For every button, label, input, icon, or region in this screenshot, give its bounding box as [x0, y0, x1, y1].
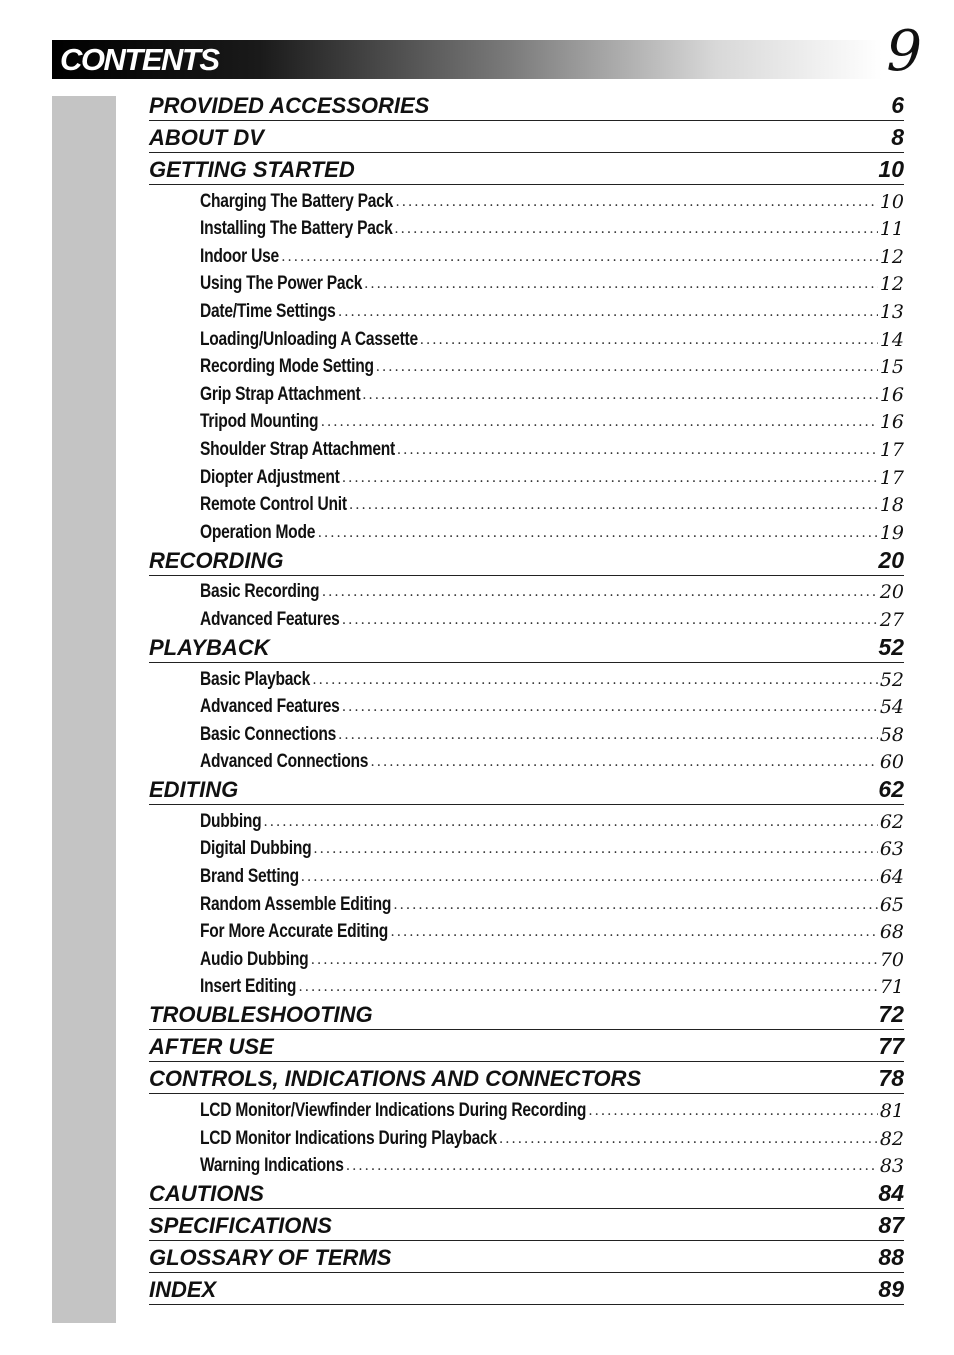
entry-page-number: 17: [879, 438, 904, 461]
toc-section[interactable]: [149, 998, 904, 1030]
section-title: CONTROLS, INDICATIONS AND CONNECTORS: [149, 1066, 642, 1092]
entry-label: LCD Monitor/Viewfinder Indications During Recording: [200, 1100, 587, 1122]
section-page-number: 84: [878, 1180, 904, 1207]
page-title: CONTENTS: [60, 42, 219, 77]
entry-label: Advanced Features: [200, 696, 340, 718]
entry-label: Installing The Battery Pack: [200, 218, 393, 240]
entry-label: Using The Power Pack: [200, 273, 363, 295]
entry-page-number: 83: [879, 1155, 904, 1178]
dot-leader: [298, 976, 878, 998]
section-page-number: 8: [891, 124, 904, 150]
toc-section[interactable]: [149, 121, 904, 153]
section-page-number: 10: [878, 156, 904, 182]
section-title: EDITING: [149, 777, 239, 803]
toc-entry[interactable]: [200, 268, 904, 296]
dot-leader: [318, 522, 878, 544]
toc-entry[interactable]: [200, 489, 904, 517]
entry-page-number: 81: [879, 1100, 904, 1123]
dot-leader: [338, 301, 878, 323]
entry-label: Date/Time Settings: [200, 300, 336, 322]
dot-leader: [397, 439, 878, 461]
section-page-number: 87: [878, 1212, 904, 1239]
dot-leader: [362, 384, 878, 406]
section-title: INDEX: [149, 1277, 217, 1303]
toc-entry[interactable]: [200, 295, 904, 323]
toc-entry[interactable]: [200, 860, 904, 888]
toc-section[interactable]: [149, 631, 904, 663]
section-title: ABOUT DV: [149, 125, 264, 150]
entry-label: Diopter Adjustment: [200, 466, 340, 488]
dot-leader: [312, 669, 878, 691]
entry-label: Audio Dubbing: [200, 948, 309, 970]
entry-page-number: 12: [879, 273, 904, 296]
entry-label: Remote Control Unit: [200, 494, 347, 516]
dot-leader: [588, 1100, 878, 1122]
dot-leader: [301, 866, 878, 888]
toc-entry[interactable]: [200, 746, 904, 774]
dot-leader: [281, 246, 878, 268]
entry-label: Warning Indications: [200, 1155, 344, 1177]
toc-section[interactable]: [149, 1273, 904, 1305]
toc-entry[interactable]: [200, 1150, 904, 1178]
dot-leader: [376, 356, 878, 378]
toc-entry[interactable]: [200, 516, 904, 544]
dot-leader: [370, 751, 877, 773]
section-page-number: 78: [878, 1065, 904, 1092]
toc-entry[interactable]: [200, 805, 904, 833]
dot-leader: [395, 191, 877, 213]
toc-section[interactable]: [149, 89, 904, 121]
toc-entry-list: [149, 663, 904, 773]
entry-label: Dubbing: [200, 810, 262, 832]
entry-page-number: 20: [879, 581, 904, 604]
toc-entry[interactable]: [200, 943, 904, 971]
dot-leader: [499, 1128, 878, 1150]
entry-label: Recording Mode Setting: [200, 356, 374, 378]
section-page-number: 88: [878, 1244, 904, 1271]
toc-entry-list: [149, 1094, 904, 1177]
dot-leader: [342, 696, 878, 718]
dot-leader: [338, 724, 878, 746]
dot-leader: [390, 921, 877, 943]
toc-entry[interactable]: [200, 663, 904, 691]
dot-leader: [420, 329, 878, 351]
entry-label: Charging The Battery Pack: [200, 190, 393, 212]
entry-page-number: 52: [879, 668, 904, 691]
entry-page-number: 18: [879, 494, 904, 517]
entry-label: Grip Strap Attachment: [200, 383, 361, 405]
section-title: AFTER USE: [149, 1034, 274, 1060]
dot-leader: [321, 411, 878, 433]
section-title: SPECIFICATIONS: [149, 1213, 332, 1239]
entry-page-number: 54: [879, 696, 904, 719]
entry-label: Digital Dubbing: [200, 838, 312, 860]
entry-page-number: 64: [879, 866, 904, 889]
entry-page-number: 16: [879, 411, 904, 434]
toc-entry[interactable]: [200, 833, 904, 861]
entry-label: Tripod Mounting: [200, 411, 319, 433]
toc-entry-list: [149, 805, 904, 998]
dot-leader: [346, 1155, 878, 1177]
toc-entry[interactable]: [200, 406, 904, 434]
entry-page-number: 10: [879, 190, 904, 213]
dot-leader: [313, 838, 878, 860]
entry-label: For More Accurate Editing: [200, 921, 389, 943]
section-title: RECORDING: [149, 547, 284, 573]
toc-entry[interactable]: [200, 971, 904, 999]
toc-entry[interactable]: [200, 576, 904, 604]
section-page-number: 89: [878, 1276, 904, 1303]
dot-leader: [349, 494, 878, 516]
side-margin-strip: [52, 96, 116, 1323]
toc-section[interactable]: [149, 153, 904, 185]
toc-entry[interactable]: [200, 916, 904, 944]
entry-page-number: 58: [879, 723, 904, 746]
section-title: GLOSSARY OF TERMS: [149, 1245, 392, 1271]
entry-page-number: 15: [879, 356, 904, 379]
entry-page-number: 14: [879, 328, 904, 351]
toc-section[interactable]: [149, 1241, 904, 1273]
section-page-number: 62: [878, 776, 904, 803]
toc-entry[interactable]: [200, 691, 904, 719]
section-page-number: 6: [891, 92, 904, 118]
entry-label: Operation Mode: [200, 521, 316, 543]
dot-leader: [393, 894, 878, 916]
entry-page-number: 11: [879, 218, 904, 241]
toc-entry[interactable]: [200, 718, 904, 746]
toc-entry[interactable]: [200, 888, 904, 916]
toc-section[interactable]: [149, 1062, 904, 1094]
entry-page-number: 12: [879, 245, 904, 268]
section-page-number: 52: [878, 633, 904, 660]
section-page-number: 72: [878, 1001, 904, 1028]
entry-label: Basic Connections: [200, 723, 337, 745]
section-title: CAUTIONS: [149, 1181, 264, 1207]
toc-entry[interactable]: [200, 213, 904, 241]
entry-page-number: 16: [879, 383, 904, 406]
entry-page-number: 70: [879, 948, 904, 971]
toc-entry[interactable]: [200, 1122, 904, 1150]
entry-page-number: 27: [879, 608, 904, 631]
section-title: TROUBLESHOOTING: [149, 1002, 373, 1028]
entry-page-number: 82: [879, 1127, 904, 1150]
toc-section[interactable]: [149, 1209, 904, 1241]
entry-page-number: 17: [879, 466, 904, 489]
toc-entry[interactable]: [200, 603, 904, 631]
toc-entry[interactable]: [200, 185, 904, 213]
table-of-contents: [149, 89, 904, 1305]
toc-entry[interactable]: [200, 240, 904, 268]
section-title: PLAYBACK: [149, 634, 270, 660]
toc-section[interactable]: [149, 773, 904, 805]
entry-page-number: 13: [879, 300, 904, 323]
dot-leader: [263, 811, 877, 833]
dot-leader: [394, 218, 878, 240]
toc-entry[interactable]: [200, 323, 904, 351]
entry-page-number: 65: [879, 893, 904, 916]
toc-entry[interactable]: [200, 378, 904, 406]
toc-entry-list: [149, 185, 904, 544]
entry-label: Advanced Connections: [200, 751, 369, 773]
entry-page-number: 63: [879, 838, 904, 861]
entry-page-number: 19: [879, 521, 904, 544]
section-page-number: 77: [878, 1033, 904, 1060]
toc-section[interactable]: [149, 1030, 904, 1062]
dot-leader: [342, 467, 878, 489]
entry-label: Basic Playback: [200, 668, 311, 690]
entry-label: LCD Monitor Indications During Playback: [200, 1127, 497, 1149]
entry-label: Brand Setting: [200, 866, 299, 888]
entry-label: Advanced Features: [200, 608, 340, 630]
page-number: 9: [886, 19, 922, 84]
dot-leader: [311, 949, 878, 971]
toc-section[interactable]: [149, 544, 904, 576]
toc-entry[interactable]: [200, 461, 904, 489]
toc-entry[interactable]: [200, 1094, 904, 1122]
toc-entry[interactable]: [200, 433, 904, 461]
dot-leader: [342, 609, 878, 631]
dot-leader: [364, 273, 878, 295]
section-page-number: 20: [878, 546, 904, 573]
entry-label: Basic Recording: [200, 581, 320, 603]
section-title: PROVIDED ACCESSORIES: [149, 93, 430, 118]
entry-page-number: 71: [879, 976, 904, 999]
entry-label: Loading/Unloading A Cassette: [200, 328, 418, 350]
toc-section[interactable]: [149, 1177, 904, 1209]
section-title: GETTING STARTED: [149, 157, 355, 182]
entry-page-number: 68: [879, 921, 904, 944]
entry-label: Shoulder Strap Attachment: [200, 438, 395, 460]
entry-label: Random Assemble Editing: [200, 893, 392, 915]
toc-entry-list: [149, 576, 904, 631]
entry-label: Insert Editing: [200, 976, 297, 998]
entry-label: Indoor Use: [200, 245, 279, 267]
toc-entry[interactable]: [200, 351, 904, 379]
dot-leader: [322, 581, 878, 603]
entry-page-number: 62: [879, 810, 904, 833]
entry-page-number: 60: [879, 751, 904, 774]
